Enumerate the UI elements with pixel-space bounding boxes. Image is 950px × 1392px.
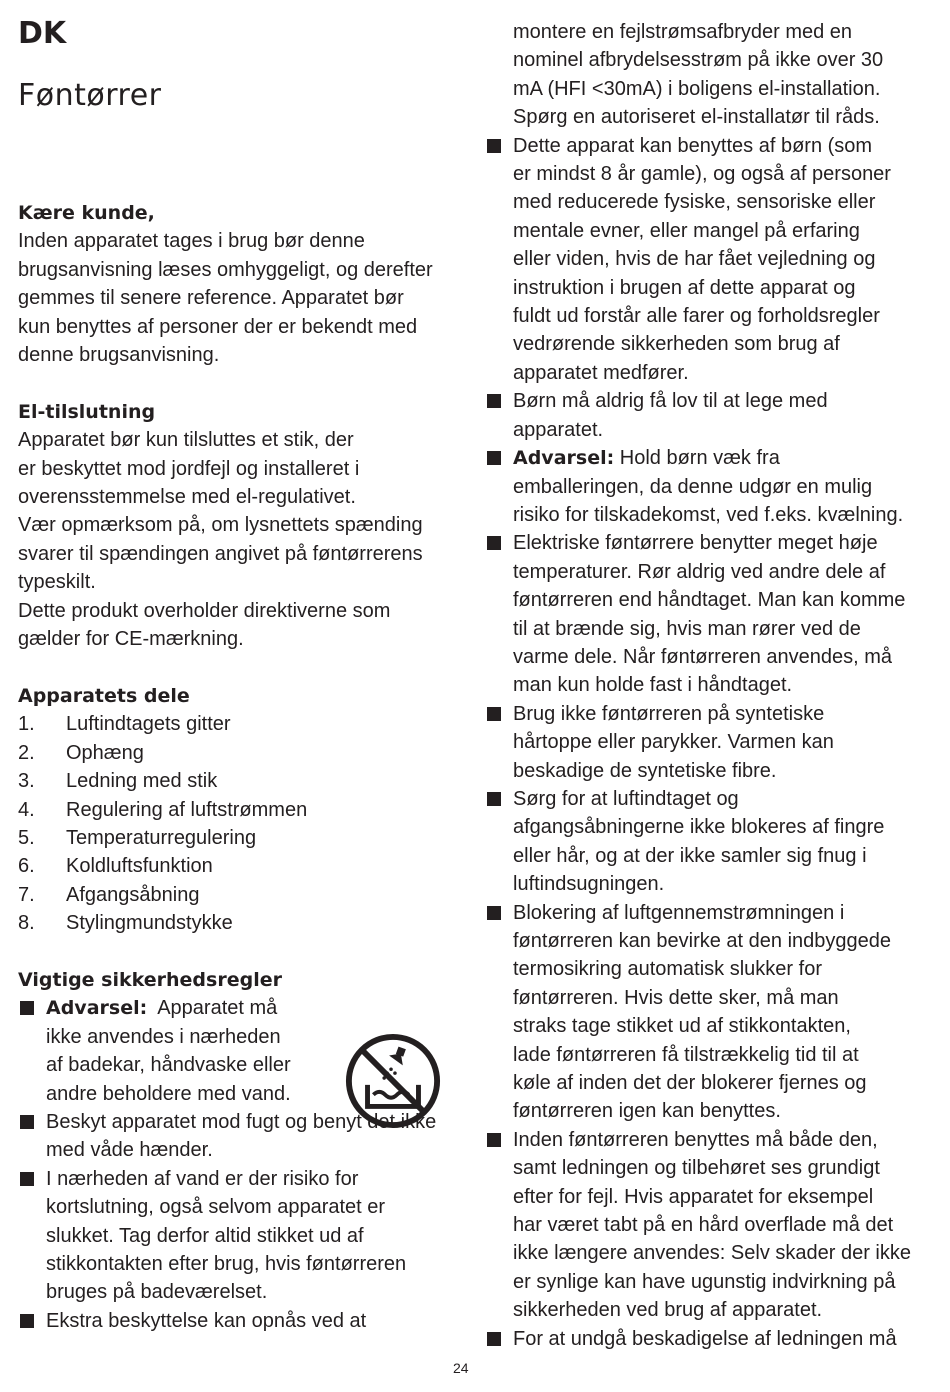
square-bullet-icon [485, 132, 513, 388]
bullet-line: føntørreren igen kan benyttes. [513, 1100, 781, 1123]
bullet-line: luftindsugningen. [513, 873, 665, 896]
parts-item [18, 881, 458, 909]
bullet-item [485, 529, 925, 699]
parts-label: Afgangsåbning [66, 883, 200, 906]
bullet-line: straks tage stikket ud af stikkontakten, [513, 1015, 851, 1038]
parts-label: Luftindtagets gitter [66, 713, 231, 736]
bullet-item [485, 444, 925, 529]
bullet-line: med reducerede fysiske, sensoriske eller [513, 191, 876, 214]
page-number: 24 [453, 1360, 469, 1376]
bullet-line: til at brænde sig, hvis man rører ved de [513, 617, 861, 640]
square-bullet-icon [485, 529, 513, 699]
square-bullet-icon [485, 387, 513, 444]
parts-item [18, 824, 458, 852]
bullet-line: beskadige de syntetiske fibre. [513, 759, 777, 782]
bullet-line: føntørreren. Hvis dette sker, må man [513, 986, 839, 1009]
bullet-line: afgangsåbningerne ikke blokeres af fingre [513, 816, 885, 839]
parts-item [18, 739, 458, 767]
bullet-line: er synlige kan have ugunstig indvirkning på [513, 1270, 896, 1293]
parts-item [18, 852, 458, 880]
bullet-line: kortslutning, også selvom apparatet er [46, 1196, 386, 1219]
intro-line: brugsanvisning læses omhyggeligt, og derefter [18, 258, 433, 281]
bullet-line: er mindst 8 år gamle), og også af personer [513, 163, 891, 186]
square-bullet-icon [18, 1108, 46, 1165]
bullet-continuation [485, 18, 925, 132]
bullet-line: sikkerheden ved brug af apparatet. [513, 1299, 823, 1322]
parts-num: 1. [18, 713, 35, 736]
warning-label: Advarsel: [513, 447, 615, 470]
bullet-item [485, 387, 925, 444]
bullet-line: emballeringen, da denne udgør en mulig [513, 475, 873, 498]
el-line: Apparatet bør kun tilsluttes et stik, der [18, 429, 354, 452]
no-bath-water-icon [344, 1032, 442, 1130]
bullet-line: Brug ikke føntørreren på syntetiske [513, 702, 825, 725]
parts-label: Ophæng [66, 741, 144, 764]
bullet-line: montere en fejlstrømsafbryder med en [513, 21, 853, 43]
bullet-line: eller hår, og at der ikke samler sig fnug i [513, 844, 867, 867]
parts-label: Stylingmundstykke [66, 912, 233, 935]
warning-line: andre beholdere med vand. [46, 1082, 291, 1105]
bullet-line: Hold børn væk fra [619, 447, 780, 470]
square-bullet-icon [485, 785, 513, 899]
bullet-line: Dette apparat kan benyttes af børn (som [513, 134, 873, 157]
bullet-line: bruges på badeværelset. [46, 1281, 268, 1304]
bullet-line: Blokering af luftgennemstrømningen i [513, 901, 845, 924]
intro-line: denne brugsanvisning. [18, 344, 220, 367]
bullet-line: I nærheden af vand er der risiko for [46, 1167, 359, 1190]
right-column [485, 18, 925, 1353]
bullet-line: slukket. Tag derfor altid stikket ud af [46, 1224, 364, 1247]
parts-label: Regulering af luftstrømmen [66, 798, 308, 821]
bullet-line: har været tabt på en hård overflade må det [513, 1214, 894, 1237]
parts-list [18, 710, 458, 937]
bullet-item [485, 899, 925, 1126]
left-column [18, 199, 458, 1335]
square-bullet-icon [18, 1165, 46, 1307]
page-title: Føntørrer [18, 78, 162, 113]
bullet-line: temperaturer. Rør aldrig ved andre dele af [513, 560, 886, 583]
parts-item [18, 796, 458, 824]
bullet-line: hårtoppe eller parykker. Varmen kan [513, 731, 834, 754]
parts-item [18, 767, 458, 795]
square-bullet-icon [485, 444, 513, 529]
el-text [18, 426, 458, 653]
el-line: Dette produkt overholder direktiverne som [18, 599, 391, 622]
bullet-item [485, 1126, 925, 1325]
bullet-line: vedrørende sikkerheden som brug af [513, 333, 840, 356]
square-bullet-icon [485, 1126, 513, 1325]
bullet-line: termosikring automatisk slukker for [513, 958, 822, 981]
parts-num: 2. [18, 741, 35, 764]
bullet-line: fuldt ud forstår alle farer og forholdsregler [513, 305, 880, 328]
bullet-line: For at undgå beskadigelse af ledningen må [513, 1327, 897, 1350]
bullet-line: apparatet medfører. [513, 361, 689, 384]
parts-label: Temperaturregulering [66, 826, 257, 849]
parts-num: 7. [18, 883, 35, 906]
intro-line: Inden apparatet tages i brug bør denne [18, 230, 365, 253]
warning-line: af badekar, håndvaske eller [46, 1054, 291, 1077]
bullet-line: efter for fejl. Hvis apparatet for eksempel [513, 1185, 874, 1208]
bullet-line: lade føntørreren få tilstrækkelig tid til at [513, 1043, 859, 1066]
intro-heading: Kære kunde, [18, 202, 155, 224]
parts-item [18, 909, 458, 937]
square-bullet-icon [485, 1325, 513, 1353]
el-line: Vær opmærksom på, om lysnettets spænding [18, 514, 423, 537]
bullet-item [485, 700, 925, 785]
el-line: svarer til spændingen angivet på føntørrerens [18, 542, 423, 565]
bullet-line: køle af inden det der blokerer fjernes og [513, 1072, 867, 1095]
intro-line: kun benyttes af personer der er bekendt med [18, 315, 418, 338]
bullet-line: med våde hænder. [46, 1139, 213, 1162]
parts-num: 6. [18, 855, 35, 878]
warning-label: Advarsel: [46, 997, 148, 1020]
square-bullet-icon [18, 994, 46, 1108]
intro-text [18, 227, 458, 369]
parts-num: 3. [18, 770, 35, 793]
parts-num: 5. [18, 826, 35, 849]
square-bullet-icon [485, 899, 513, 1126]
square-bullet-icon [485, 700, 513, 785]
bullet-line: føntørreren kan bevirke at den indbyggede [513, 930, 891, 952]
bullet-line: ikke længere anvendes: Selv skader der ikke [513, 1242, 911, 1265]
bullet-line: Sørg for at luftindtaget og [513, 787, 739, 810]
el-line: overensstemmelse med el-regulativet. [18, 486, 356, 509]
bullet-item [485, 785, 925, 899]
bullet-line: eller viden, hvis de har fået vejledning og [513, 248, 876, 271]
intro-line: gemmes til senere reference. Apparatet bør [18, 287, 404, 310]
safety-heading: Vigtige sikkerhedsregler [18, 968, 282, 991]
bullet-line: risiko for tilskadekomst, ved f.eks. kvælning. [513, 503, 904, 526]
bullet-line: Beskyt apparatet mod fugt og benyt det ikke [46, 1110, 437, 1133]
bullet-line: føntørreren end håndtaget. Man kan komme [513, 589, 906, 612]
bullet-item [485, 132, 925, 388]
bullet-line: Ekstra beskyttelse kan opnås ved at [46, 1309, 367, 1332]
bullet-line: Elektriske føntørrere benytter meget høje [513, 532, 878, 555]
parts-num: 8. [18, 912, 35, 935]
bullet-line: stikkontakten efter brug, hvis føntørreren [46, 1252, 407, 1275]
parts-num: 4. [18, 798, 35, 821]
bullet-line: mA (HFI <30mA) i boligens el-installation. [513, 77, 881, 100]
warning-line: Apparatet må [157, 997, 278, 1020]
bullet-line: Børn må aldrig få lov til at lege med [513, 390, 828, 413]
bullet-item [485, 1325, 925, 1353]
bullet-line: nominel afbrydelsesstrøm på ikke over 30 [513, 49, 884, 72]
bullet-item [18, 1307, 458, 1335]
bullet-line: Spørg en autoriseret el-installatør til råds. [513, 106, 880, 129]
warning-block [18, 994, 458, 1108]
bullet-line: instruktion i brugen af dette apparat og [513, 276, 856, 299]
bullet-line: mentale evner, eller mangel på erfaring [513, 219, 860, 242]
parts-label: Ledning med stik [66, 770, 218, 793]
bullet-line: apparatet. [513, 418, 604, 441]
bullet-line: man kun holde fast i håndtaget. [513, 674, 793, 697]
el-line: er beskyttet mod jordfejl og installeret i [18, 457, 360, 480]
bullet-line: samt ledningen og tilbehøret ses grundigt [513, 1157, 880, 1180]
warning-line: ikke anvendes i nærheden [46, 1025, 281, 1048]
el-heading: El-tilslutning [18, 400, 156, 423]
parts-item [18, 710, 458, 738]
bullet-line: varme dele. Når føntørreren anvendes, må [513, 645, 893, 668]
bullet-line: Inden føntørreren benyttes må både den, [513, 1128, 878, 1151]
parts-heading: Apparatets dele [18, 684, 190, 707]
square-bullet-icon [18, 1307, 46, 1335]
el-line: gælder for CE-mærkning. [18, 628, 244, 651]
language-code: DK [18, 16, 67, 51]
el-line: typeskilt. [18, 571, 96, 594]
parts-label: Koldluftsfunktion [66, 855, 213, 878]
bullet-item [18, 1165, 458, 1307]
